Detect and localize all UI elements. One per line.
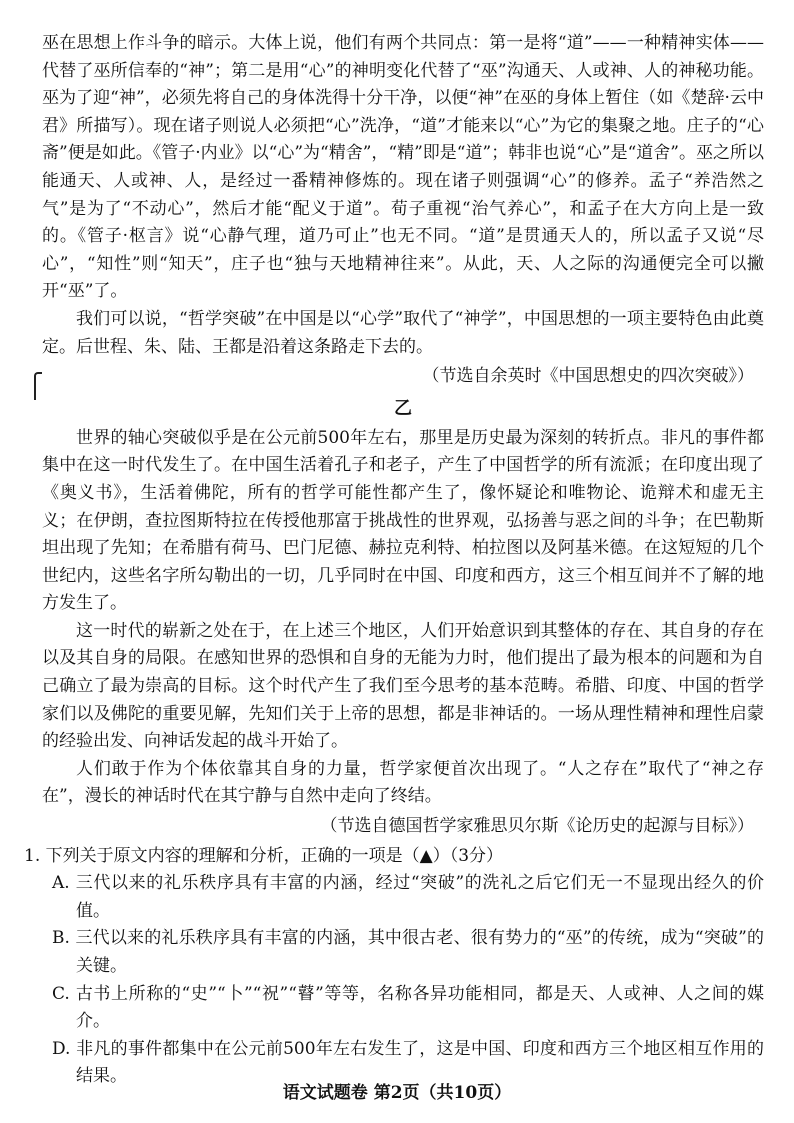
passage-jia-paragraph-1: 巫在思想上作斗争的暗示。大体上说，他们有两个共同点：第一是将“道”——一种精神实体——代替了巫所信奉的“神”；第二是用“心”的神明变化代替了“巫”沟通天、人或神、人的神秘功能。巫为了迎“神”，必须先将自己的身体洗得十分干净，以便“神”在巫的身体上暂住（如《楚辞·云中君》所描写）。现在诸子则说人必须把“心”洗净，“道”才能来以“心”为它的集聚之地。庄子的“心斋”便是如此。《管子·内业》以“心”为“精舍”，“精”即是“道”；韩非也说“心”是“道舍”。巫之所以能通天、人或神、人，是经过一番精神修炼的。现在诸子则强调“心”的修养。孟子“养浩然之气”是为了“不动心”，然后才能“配义于道”。荀子重视“治气养心”，和孟子在大方向上是一致的。《管子·枢言》说“心静气理，道乃可止”也无不同。“道”是贯通天人的，所以孟子又说“尽心”，“知性”则“知天”，庄子也“独与天地精神往来”。从此，天、人之际的沟通便完全可以撇开“巫”了。 xyxy=(42,33,764,302)
question-1-option-b: B. 三代以来的礼乐秩序具有丰富的内涵，其中很古老、很有势力的“巫”的传统，成为“突破”的关键。 xyxy=(52,928,764,976)
question-1-option-a: A. 三代以来的礼乐秩序具有丰富的内涵，经过“突破”的洗礼之后它们无一不显现出经久的价值。 xyxy=(52,873,764,921)
page-footer: 语文试题卷 第2页（共10页） xyxy=(282,1083,512,1103)
passage-jia-paragraph-2: 我们可以说，“哲学突破”在中国是以“心学”取代了“神学”，中国思想的一项主要特色由此奠定。后世程、朱、陆、王都是沿着这条路走下去的。 xyxy=(42,308,764,357)
passage-jia-source: （节选自余英时《中国思想史的四次突破》） xyxy=(422,366,754,387)
question-1-option-c: C. 古书上所称的“史”“卜”“祝”“瞽”等等，名称各异功能相同，都是天、人或神、人之间的媒介。 xyxy=(52,983,764,1032)
passage-yi-paragraph-3: 人们敢于作为个体依靠其自身的力量，哲学家便首次出现了。“人之存在”取代了“神之存在”，漫长的神话时代在其宁静与自然中走向了终结。 xyxy=(42,758,764,807)
passage-yi-paragraph-2: 这一时代的崭新之处在于，在上述三个地区，人们开始意识到其整体的存在、其自身的存在以及其自身的局限。在感知世界的恐惧和自身的无能为力时，他们提出了最为根本的问题和为自己确立了最为崇高的目标。这个时代产生了我们至今思考的基本范畴。希腊、印度、中国的哲学家们以及佛陀的重要见解，先知们关于上帝的思想，都是非神话的。一场从理性精神和理性启蒙的经验出发、向神话发起的战斗开始了。 xyxy=(42,620,764,752)
question-1-option-d: D. 非凡的事件都集中在公元前500年左右发生了，这是中国、印度和西方三个地区相互作用的结果。 xyxy=(52,1038,764,1087)
handwritten-bracket-mark xyxy=(34,372,42,400)
passage-yi-paragraph-1: 世界的轴心突破似乎是在公元前500年左右，那里是历史最为深刻的转折点。非凡的事件都集中在这一时代发生了。在中国生活着孔子和老子，产生了中国哲学的所有流派；在印度出现了《奥义书》，生活着佛陀，所有的哲学可能性都产生了，像怀疑论和唯物论、诡辩术和虚无主义；在伊朗，查拉图斯特拉在传授他那富于挑战性的世界观，弘扬善与恶之间的斗争；在巴勒斯坦出现了先知；在希腊有荷马、巴门尼德、赫拉克利特、柏拉图以及阿基米德。在这短短的几个世纪内，这些名字所勾勒出的一切，几乎同时在中国、印度和西方，这三个相互间并不了解的地方发生了。 xyxy=(42,427,764,614)
passage-yi-source: （节选自德国哲学家雅思贝尔斯《论历史的起源与目标》） xyxy=(320,816,754,837)
passage-yi-title: 乙 xyxy=(394,397,412,419)
question-1-stem: 1. 下列关于原文内容的理解和分析，正确的一项是（▲）（3分） xyxy=(24,845,504,866)
